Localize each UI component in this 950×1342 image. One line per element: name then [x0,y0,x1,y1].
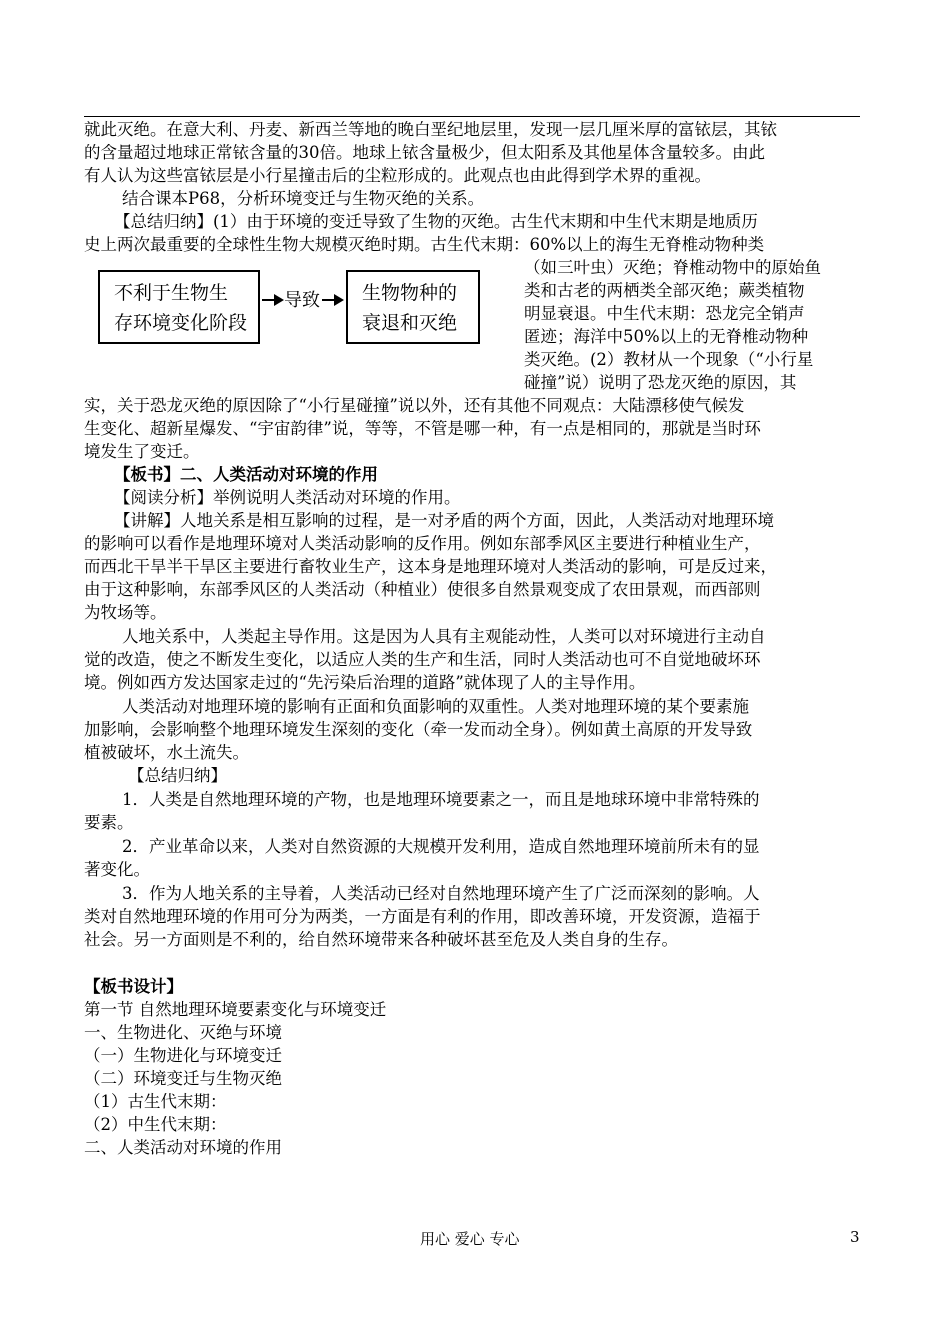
footer-text: 用心 爱心 专心 [420,1230,520,1248]
summary-item: 要素。 [84,813,134,832]
arrow-head-icon [334,294,344,306]
summary-item: 类对自然地理环境的作用可分为两类，一方面是有利的作用，即改善环境，开发资源，造福于 [84,907,761,926]
design-line: 二、人类活动对环境的作用 [84,1138,282,1157]
summary-item: 3．作为人地关系的主导着，人类活动已经对自然地理环境产生了广泛而深刻的影响。人 [122,884,760,903]
side-line: 类灭绝。(2）教材从一个现象（“小行星 [524,350,814,369]
explain-line: 的影响可以看作是地理环境对人类活动影响的反作用。例如东部季风区主要进行种植业生产， [84,534,761,553]
side-line: （如三叶虫）灭绝；脊椎动物中的原始鱼 [524,258,821,277]
paragraph-line: 实，关于恐龙灭绝的原因除了“小行星碰撞”说以外，还有其他不同观点：大陆漂移使气候发 [84,396,745,415]
diagram-text: 衰退和灭绝 [362,312,458,334]
summary2-heading: 【总结归纳】 [128,766,227,785]
diagram-text: 生物物种的 [362,282,458,304]
side-line: 类和古老的两栖类全部灭绝；蕨类植物 [524,281,805,300]
summary-item: 1．人类是自然地理环境的产物，也是地理环境要素之一，而且是地球环境中非常特殊的 [122,790,760,809]
explain-line: 而西北干旱半干旱区主要进行畜牧业生产，这本身是地理环境对人类活动的影响，可是反过来， [84,557,777,576]
design-heading: 【板书设计】 [84,977,183,996]
paragraph-line: 生变化、超新星爆发、“宇宙韵律”说，等等，不管是哪一种，有一点是相同的，那就是当时环 [84,419,761,438]
paragraph-line: 有人认为这些富铱层是小行星撞击后的尘粒形成的。此观点也由此得到学术界的重视。 [84,166,711,185]
design-line: 第一节 自然地理环境要素变化与环境变迁 [84,1000,387,1019]
explain-line: 由于这种影响，东部季风区的人类活动（种植业）使很多自然景观变成了农田景观，而西部则 [84,580,761,599]
diagram-text: 存环境变化阶段 [114,312,248,334]
design-line: （二）环境变迁与生物灭绝 [84,1069,282,1088]
design-line: （2）中生代末期： [84,1115,227,1134]
summary-line: 史上两次最重要的全球性生物大规模灭绝时期。古生代末期：60%以上的海生无脊椎动物种类 [84,235,765,254]
dominant-line: 人地关系中，人类起主导作用。这是因为人具有主观能动性，人类可以对环境进行主动自 [122,627,766,646]
diagram-box-cause [98,270,260,344]
design-line: 一、生物进化、灭绝与环境 [84,1023,282,1042]
header-rule [84,116,860,117]
dominant-line: 觉的改造，使之不断发生变化，以适应人类的生产和生活，同时人类活动也可不自觉地破坏环 [84,650,761,669]
dual-line: 植被破坏，水土流失。 [84,743,249,762]
analysis-line: 结合课本P68，分析环境变迁与生物灭绝的关系。 [122,189,485,208]
dual-line: 人类活动对地理环境的影响有正面和负面影响的双重性。人类对地理环境的某个要素施 [122,697,749,716]
explain-line: 为牧场等。 [84,603,167,622]
diagram-text: 不利于生物生 [114,282,229,304]
summary-item: 社会。另一方面则是不利的，给自然环境带来各种破坏甚至危及人类自身的生存。 [84,930,678,949]
arrow-head-icon [274,294,284,306]
reading-line: 【阅读分析】举例说明人类活动对环境的作用。 [114,488,461,507]
dual-line: 加影响，会影响整个地理环境发生深刻的变化（牵一发而动全身）。例如黄土高原的开发导致 [84,720,753,739]
side-line: 明显衰退。中生代末期：恐龙完全销声 [524,304,805,323]
design-line: （一）生物进化与环境变迁 [84,1046,282,1065]
paragraph-line: 境发生了变迁。 [84,442,200,461]
diagram-box-effect [346,270,480,344]
summary-item: 著变化。 [84,860,150,879]
paragraph-line: 就此灭绝。在意大利、丹麦、新西兰等地的晚白垩纪地层里，发现一层几厘米厚的富铱层，其铱 [84,120,777,139]
page-number: 3 [850,1228,860,1246]
board-heading: 【板书】二、人类活动对环境的作用 [114,465,378,484]
explain-line: 【讲解】人地关系是相互影响的过程，是一对矛盾的两个方面，因此，人类活动对地理环境 [114,511,774,530]
side-line: 匿迹；海洋中50%以上的无脊椎动物种 [524,327,809,346]
diagram-arrow-label: 导致 [284,290,320,311]
dominant-line: 境。例如西方发达国家走过的“先污染后治理的道路”就体现了人的主导作用。 [84,673,646,692]
summary-item: 2．产业革命以来，人类对自然资源的大规模开发利用，造成自然地理环境前所未有的显 [122,837,760,856]
paragraph-line: 的含量超过地球正常铱含量的30倍。地球上铱含量极少，但太阳系及其他星体含量较多。由此 [84,143,765,162]
summary-line: 【总结归纳】(1）由于环境的变迁导致了生物的灭绝。古生代末期和中生代末期是地质历 [114,212,758,231]
design-line: （1）古生代末期： [84,1092,227,1111]
side-line: 碰撞”说）说明了恐龙灭绝的原因，其 [524,373,797,392]
